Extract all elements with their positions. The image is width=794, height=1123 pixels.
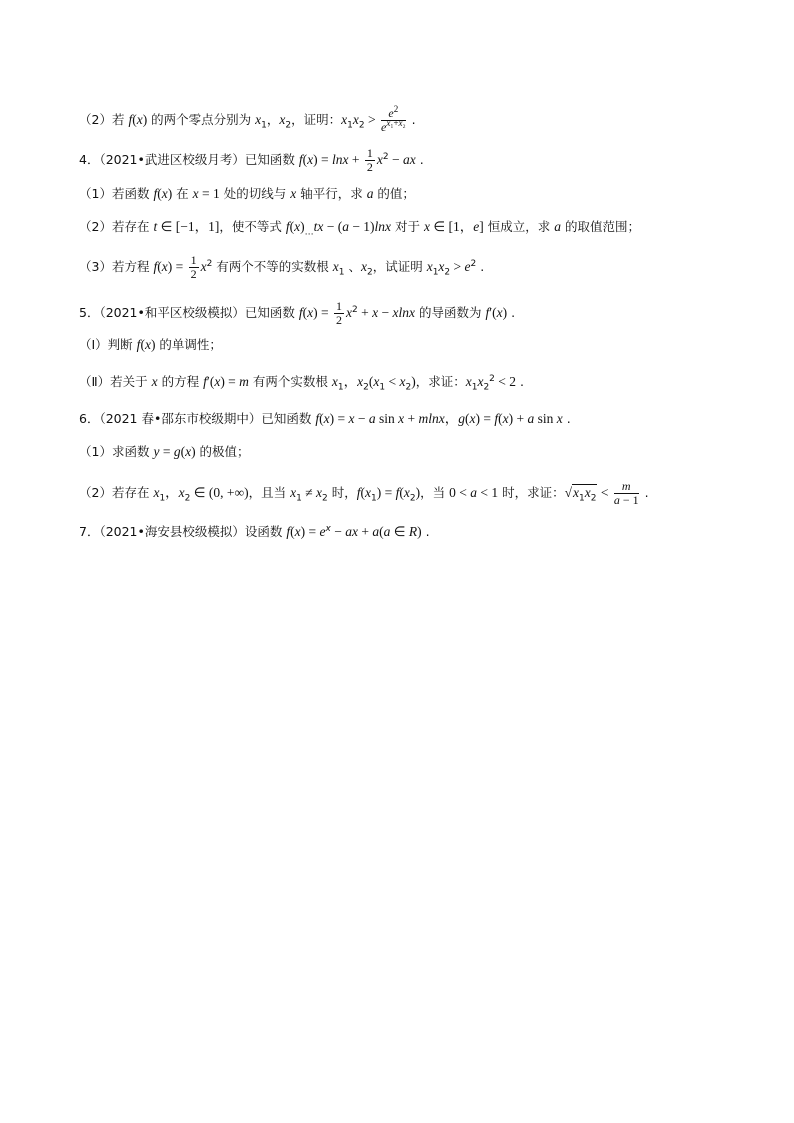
fraction: $\frac{e^2}{e^{x_1+x_2}}$: [381, 104, 406, 134]
fraction: $\frac{1}{2}$: [366, 146, 373, 174]
fraction: $\frac{m}{a - 1}$: [613, 479, 639, 507]
problem-6-title: 6．（2021 春•邵东市校级期中）已知函数 f(x) = x − a sin x + mlnx，g(x) = f(x) + a sin x .: [79, 411, 571, 426]
problem-4-part1: （1）若函数 f(x) 在 x = 1 处的切线与 x 轴平行，求 a 的值；: [79, 186, 415, 201]
problem-4-part3: （3）若方程 f(x) = $\frac{1}{2}$ $x^2$ 有两个不等的实数根 $x_1$ 、$x_2$，试证明 $x_1x_2 > e^2$ .: [79, 253, 485, 281]
fraction: $\frac{1}{2}$: [336, 299, 342, 327]
problem-6-part1: （1）求函数 y = g(x) 的极值；: [79, 444, 250, 459]
problem-5-title: 5．（2021•和平区校级模拟）已知函数 f(x) = $\frac{1}{2}$ $x^2 + x - xlnx$ 的导函数为 f′(x) .: [79, 299, 516, 327]
problem-5-part2: （Ⅱ）若关于 x 的方程 f′(x) = m 有两个实数根 $x_1$，$x_2(x_1 < x_2)$，求证：$x_1x_2^2 < 2$ .: [79, 373, 524, 393]
problem-7-title: 7．（2021•海安县校级模拟）设函数 $f(x) = e^x$ − ax + a(a ∈ R) .: [79, 523, 430, 539]
math: f: [128, 112, 133, 127]
line-p3-part2: （2）若 f(x) 的两个零点分别为 $x_1$，$x_2$，证明：$x_1x_2$ > $\frac{e^2}{e^{x_1+x_2}}$ .: [79, 104, 416, 134]
problem-6-part2: （2）若存在 $x_1$，$x_2$ ∈ (0, +∞)，且当 $x_1 \ne x_2$ 时，$f(x_1) = f(x_2)$，当 0 < a < 1 时，求证：$√x_1x_2$ < $\frac{m}{a - 1}$ .: [79, 479, 649, 507]
problem-4-title: 4．（2021•武进区校级月考）已知函数 f(x) = lnx + $\frac{1}{2}$ $x^2$ − ax .: [79, 146, 424, 174]
fraction: $\frac{1}{2}$: [190, 253, 197, 281]
problem-5-part1: （Ⅰ）判断 f(x) 的单调性；: [79, 337, 222, 352]
problem-4-part2: （2）若存在 t ∈ [−1，1]，使不等式 $f(x)_\dots tx - (a - 1)\ln x$ 对于 x ∈ [1，e] 恒成立，求 a 的取值范围；: [79, 219, 640, 238]
